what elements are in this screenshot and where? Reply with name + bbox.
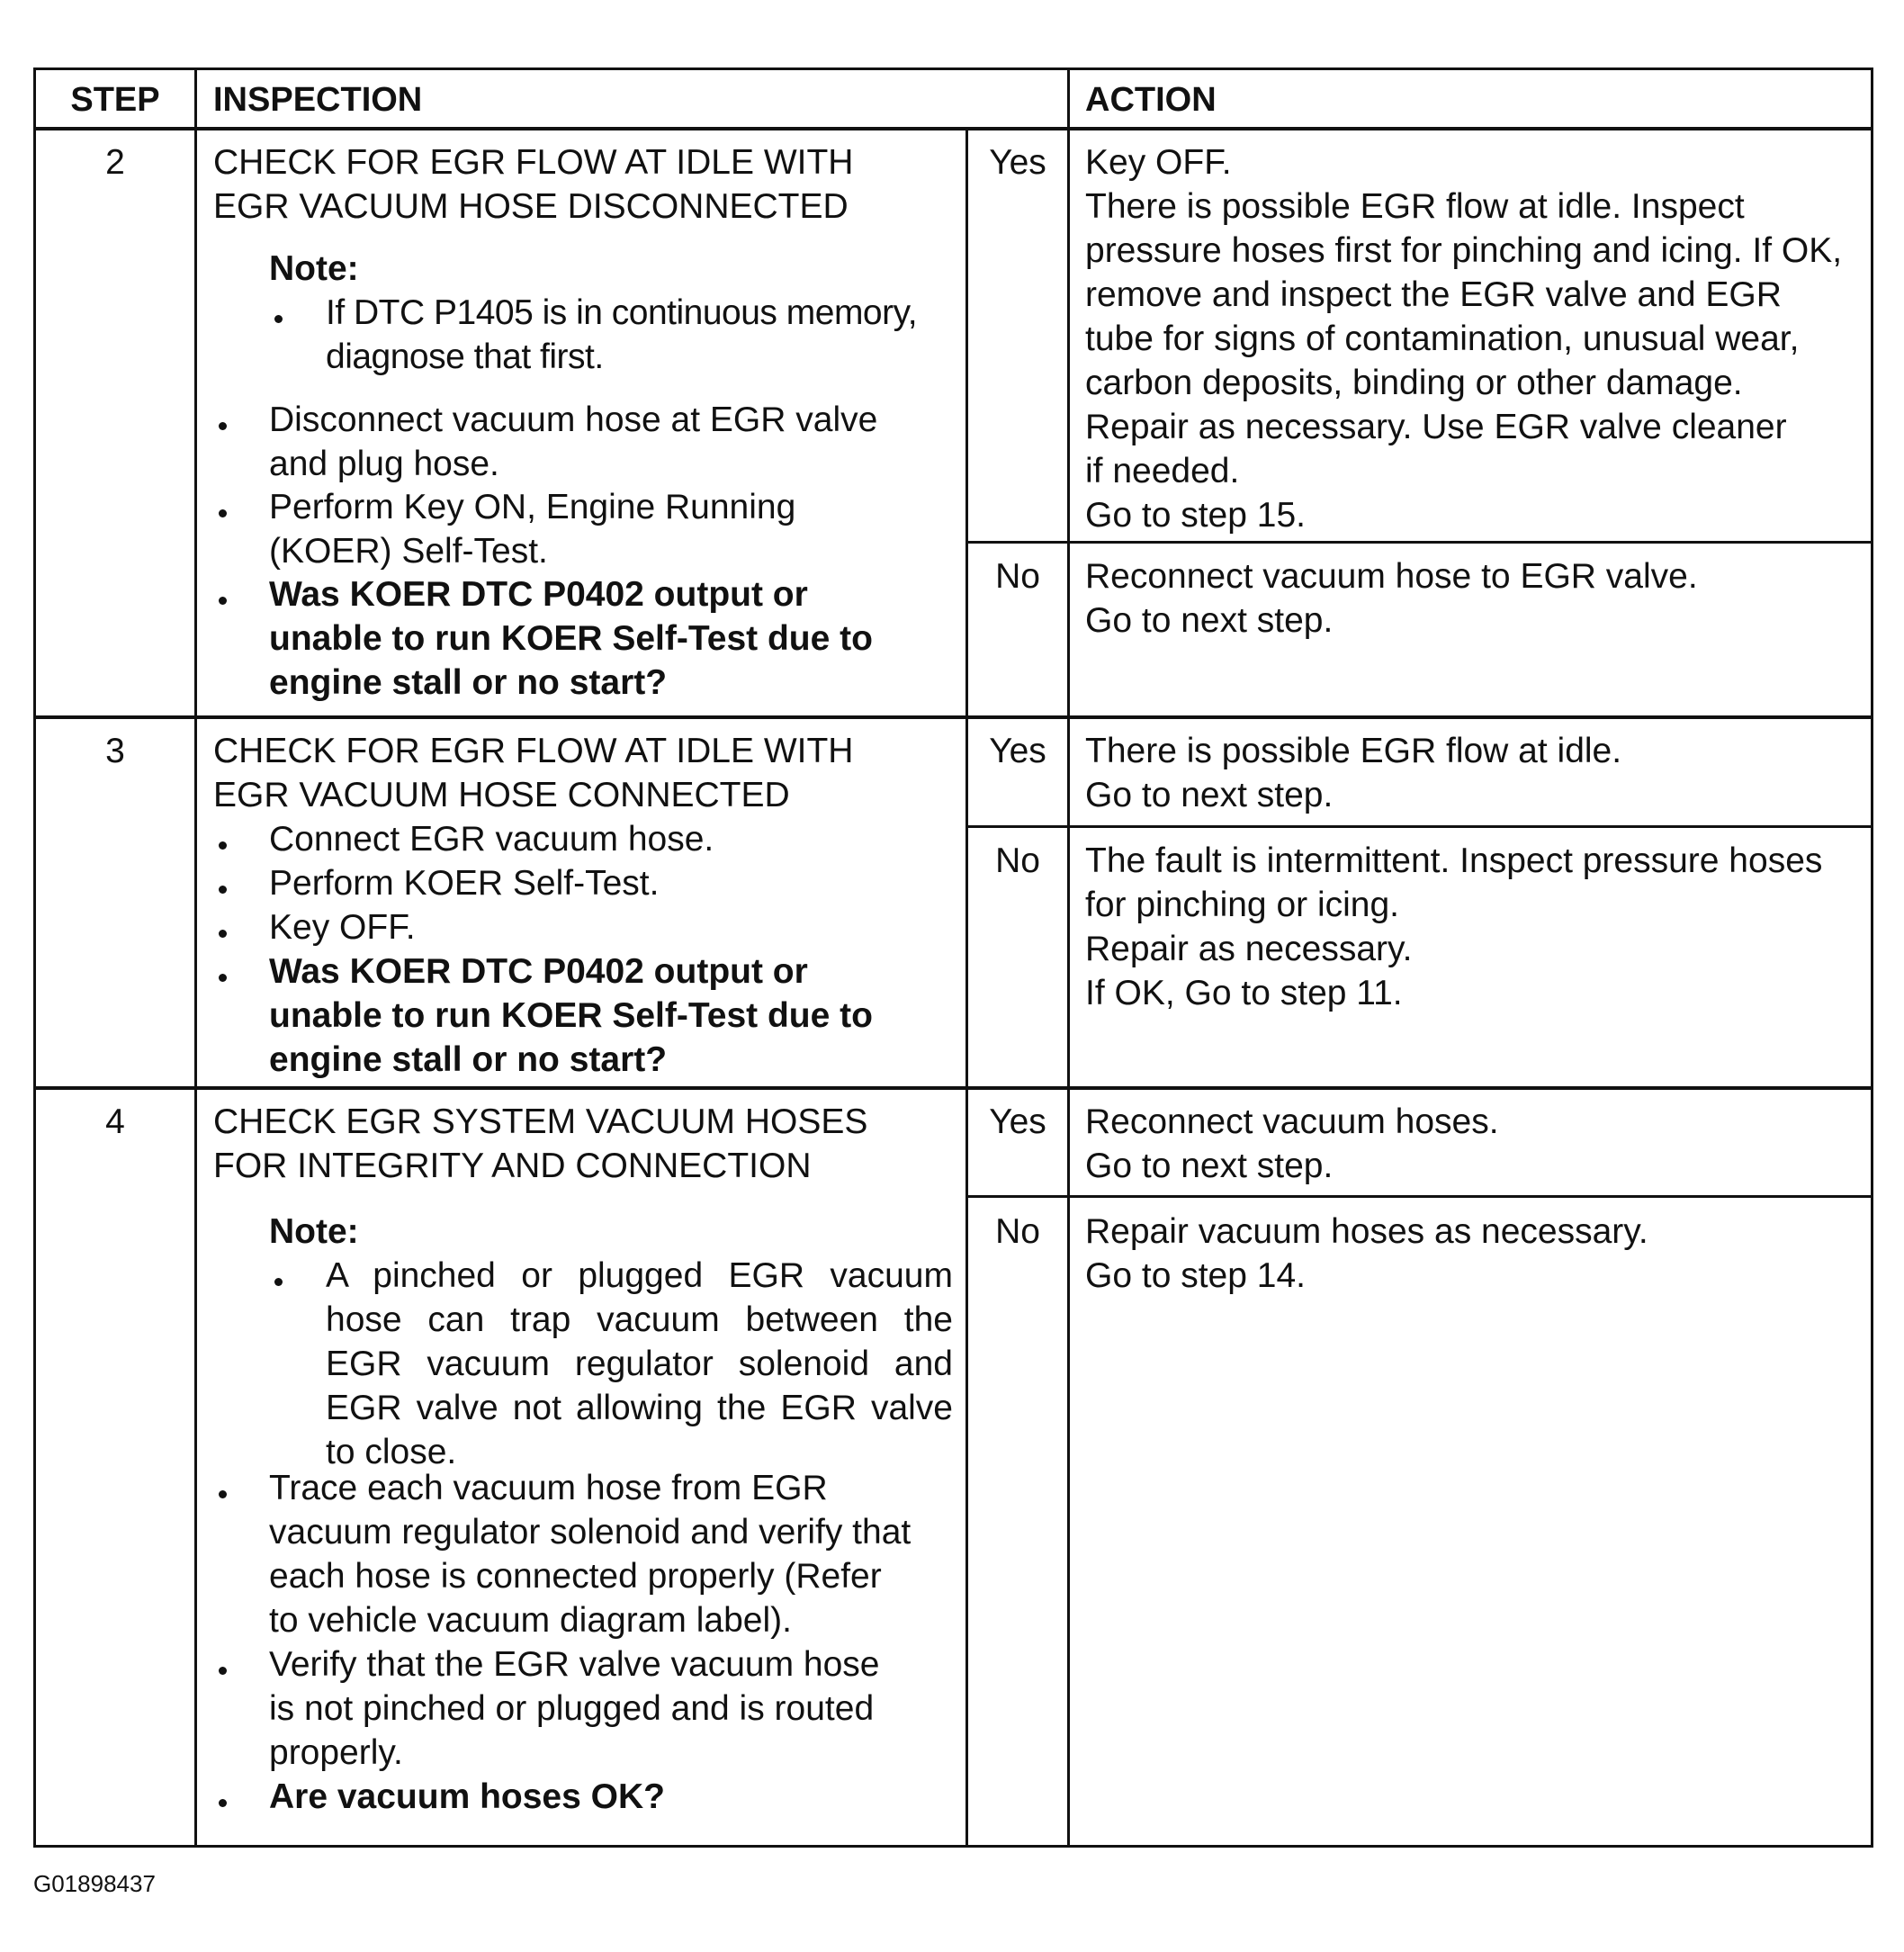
no-label: No — [995, 557, 1040, 596]
inspection-header: INSPECTION — [213, 81, 423, 119]
bullet-icon — [219, 509, 227, 517]
bullet-item: Key OFF. — [269, 908, 416, 947]
yes-no-divider — [965, 825, 1871, 828]
step-number: 2 — [105, 143, 125, 182]
figure-id: G01898437 — [33, 1870, 156, 1897]
yes-no-divider — [965, 541, 1871, 544]
bullet-icon — [219, 597, 227, 605]
action-header: ACTION — [1085, 81, 1217, 119]
no-label: No — [995, 841, 1040, 880]
bullet-question: Was KOER DTC P0402 output or unable to run KOER Self-Test due to engine stall or no start? — [269, 575, 873, 702]
yes-label: Yes — [989, 1102, 1046, 1141]
diagnostic-table — [33, 67, 1873, 1848]
bullet-icon — [274, 315, 283, 323]
bullet-question: Are vacuum hoses OK? — [269, 1777, 665, 1816]
bullet-item: Connect EGR vacuum hose. — [269, 820, 714, 859]
bullet-item: Verify that the EGR valve vacuum hose is not pinched or plugged and is routed properly. — [269, 1645, 880, 1772]
no-action: The fault is intermittent. Inspect pressure hoses for pinching or icing. Repair as necessary. If OK, Go to step 11. — [1085, 841, 1823, 1012]
bullet-icon — [219, 886, 227, 894]
yes-no-divider — [965, 1195, 1871, 1198]
bullet-item: Trace each vacuum hose from EGR vacuum regulator solenoid and verify that each hose is connected properly (Refer to vehicle vacuum diagram label). — [269, 1469, 912, 1640]
bullet-icon — [219, 1799, 227, 1807]
bullet-question: Was KOER DTC P0402 output or unable to run KOER Self-Test due to engine stall or no start? — [269, 952, 873, 1079]
bullet-icon — [274, 1278, 283, 1286]
no-label: No — [995, 1212, 1040, 1251]
inspection-title: CHECK EGR SYSTEM VACUUM HOSES FOR INTEGRITY AND CONNECTION — [213, 1102, 868, 1185]
bullet-icon — [219, 974, 227, 982]
column-divider — [965, 127, 968, 1845]
yes-action: There is possible EGR flow at idle. Go to next step. — [1085, 732, 1622, 814]
row-divider — [36, 1086, 1871, 1090]
row-divider — [36, 715, 1871, 719]
bullet-icon — [219, 841, 227, 850]
yes-action: Reconnect vacuum hoses. Go to next step. — [1085, 1102, 1499, 1185]
bullet-icon — [219, 422, 227, 430]
note-label: Note: — [269, 1212, 359, 1251]
note-text: If DTC P1405 is in continuous memory, diagnose that first. — [326, 293, 918, 376]
step-number: 4 — [105, 1102, 125, 1141]
note-text: A pinched or plugged EGR vacuum hose can trap vacuum between the EGR vacuum regulator solenoid and EGR valve not allowing the EGR valve to close. — [326, 1256, 953, 1471]
column-divider — [194, 70, 197, 1845]
bullet-item: Perform KOER Self-Test. — [269, 864, 660, 903]
yes-label: Yes — [989, 732, 1046, 770]
bullet-icon — [219, 1490, 227, 1498]
step-header: STEP — [70, 81, 160, 119]
bullet-item: Perform Key ON, Engine Running (KOER) Self-Test. — [269, 488, 796, 571]
yes-action: Key OFF. There is possible EGR flow at idle. Inspect pressure hoses first for pinching and icing. If OK, remove and inspect the EGR valve and EGR tube for signs of contamination, unusual wear, carbon deposits, binding or other damage. Repair as necessary. Use EGR valve cleaner if needed. Go to step 15. — [1085, 143, 1843, 535]
note-label: Note: — [269, 249, 359, 288]
header-divider — [36, 127, 1871, 130]
yes-label: Yes — [989, 143, 1046, 182]
no-action: Reconnect vacuum hose to EGR valve. Go to next step. — [1085, 557, 1698, 640]
bullet-icon — [219, 1667, 227, 1675]
column-divider — [1067, 70, 1070, 1845]
bullet-item: Disconnect vacuum hose at EGR valve and plug hose. — [269, 400, 878, 483]
step-number: 3 — [105, 732, 125, 770]
inspection-title: CHECK FOR EGR FLOW AT IDLE WITH EGR VACUUM HOSE CONNECTED — [213, 732, 854, 814]
no-action: Repair vacuum hoses as necessary. Go to step 14. — [1085, 1212, 1648, 1295]
inspection-title: CHECK FOR EGR FLOW AT IDLE WITH EGR VACUUM HOSE DISCONNECTED — [213, 143, 854, 226]
bullet-icon — [219, 930, 227, 938]
